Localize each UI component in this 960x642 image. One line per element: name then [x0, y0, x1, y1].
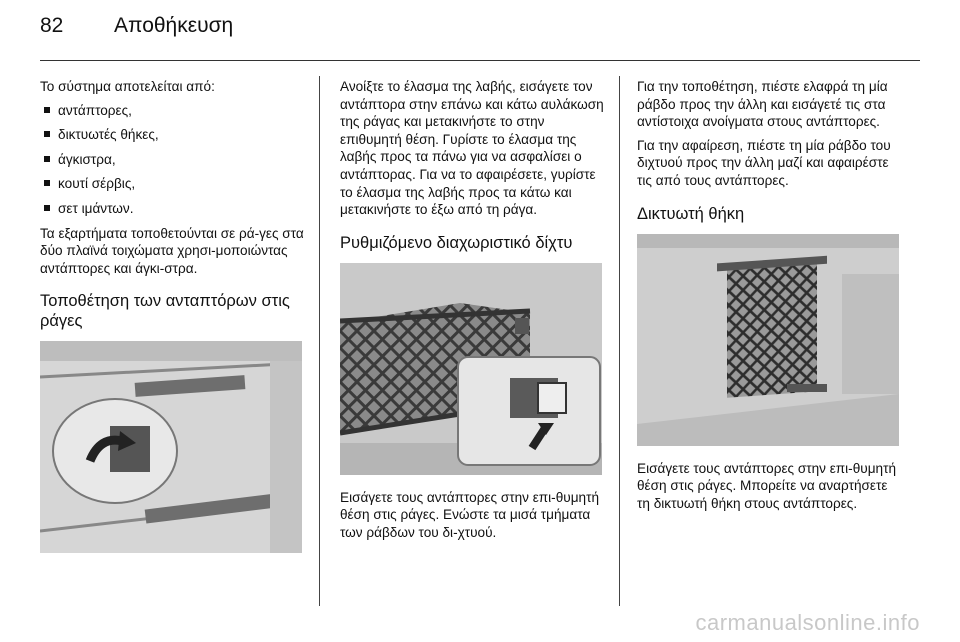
list-item: κουτί σέρβις,	[40, 175, 306, 193]
column-1	[40, 78, 306, 567]
illustration-adapter-rails	[40, 341, 302, 553]
section-heading: Τοποθέτηση των ανταπτόρων στις ράγες	[40, 292, 290, 331]
illustration-divider-net	[340, 263, 602, 475]
paragraph: Ανοίξτε το έλασμα της λαβής, εισάγετε τον αντάπτορα στην επάνω και κάτω αυλάκωση της ράγας και μετακινήστε το στην επιθυμητή θέση. Γυρίστε το έλασμα της λαβής προς τα πάνω για να ασφαλίσει ο αντάπτορας. Για να το αφαιρέσετε, γυρίστε το έλασμα της λαβής προς τα κάτω και μετακινήστε το έξω από τη ράγα.	[340, 79, 604, 218]
paragraph: Για την αφαίρεση, πιέστε τη μία ράβδο του διχτυού προς την άλλη μαζί και αφαιρέστε τις από τους αντάπτορες.	[637, 137, 891, 188]
paragraph: Τα εξαρτήματα τοποθετούνται σε ρά-γες στα δύο πλαϊνά τοιχώματα χρησι-μοποιώντας αντάπτορες και άγκι-στρα.	[40, 225, 304, 276]
column-2	[340, 78, 606, 548]
component-list	[40, 102, 306, 218]
header-rule	[40, 60, 920, 61]
list-item: σετ ιμάντων.	[40, 200, 306, 218]
intro-text: Το σύστημα αποτελείται από:	[40, 79, 215, 94]
list-item: αντάπτορες,	[40, 102, 306, 120]
column-divider-2	[619, 76, 620, 606]
paragraph: Εισάγετε τους αντάπτορες στην επι-θυμητή θέση στις ράγες. Μπορείτε να αναρτήσετε τη δικτυωτή θήκη στους αντάπτορες.	[637, 460, 897, 511]
section-heading: Δικτυωτή θήκη	[637, 204, 745, 223]
section-heading: Ρυθμιζόμενο διαχωριστικό δίχτυ	[340, 233, 573, 252]
list-item: δικτυωτές θήκες,	[40, 126, 306, 144]
paragraph: Εισάγετε τους αντάπτορες στην επι-θυμητή θέση στις ράγες. Ενώστε τα μισά τμήματα των ράβδων του δι-χτυού.	[340, 489, 600, 540]
illustration-net-pocket	[637, 234, 899, 446]
column-divider-1	[319, 76, 320, 606]
list-item: άγκιστρα,	[40, 151, 306, 169]
paragraph: Για την τοποθέτηση, πιέστε ελαφρά τη μία ράβδο προς την άλλη και εισάγετέ τις στα αντίστοιχα ανοίγματα στους αντάπτορες.	[637, 79, 888, 130]
page-header	[40, 14, 233, 38]
watermark: carmanualsonline.info	[695, 610, 920, 635]
section-title: Αποθήκευση	[114, 14, 234, 37]
column-3	[637, 78, 903, 518]
page-number: 82	[40, 14, 64, 37]
